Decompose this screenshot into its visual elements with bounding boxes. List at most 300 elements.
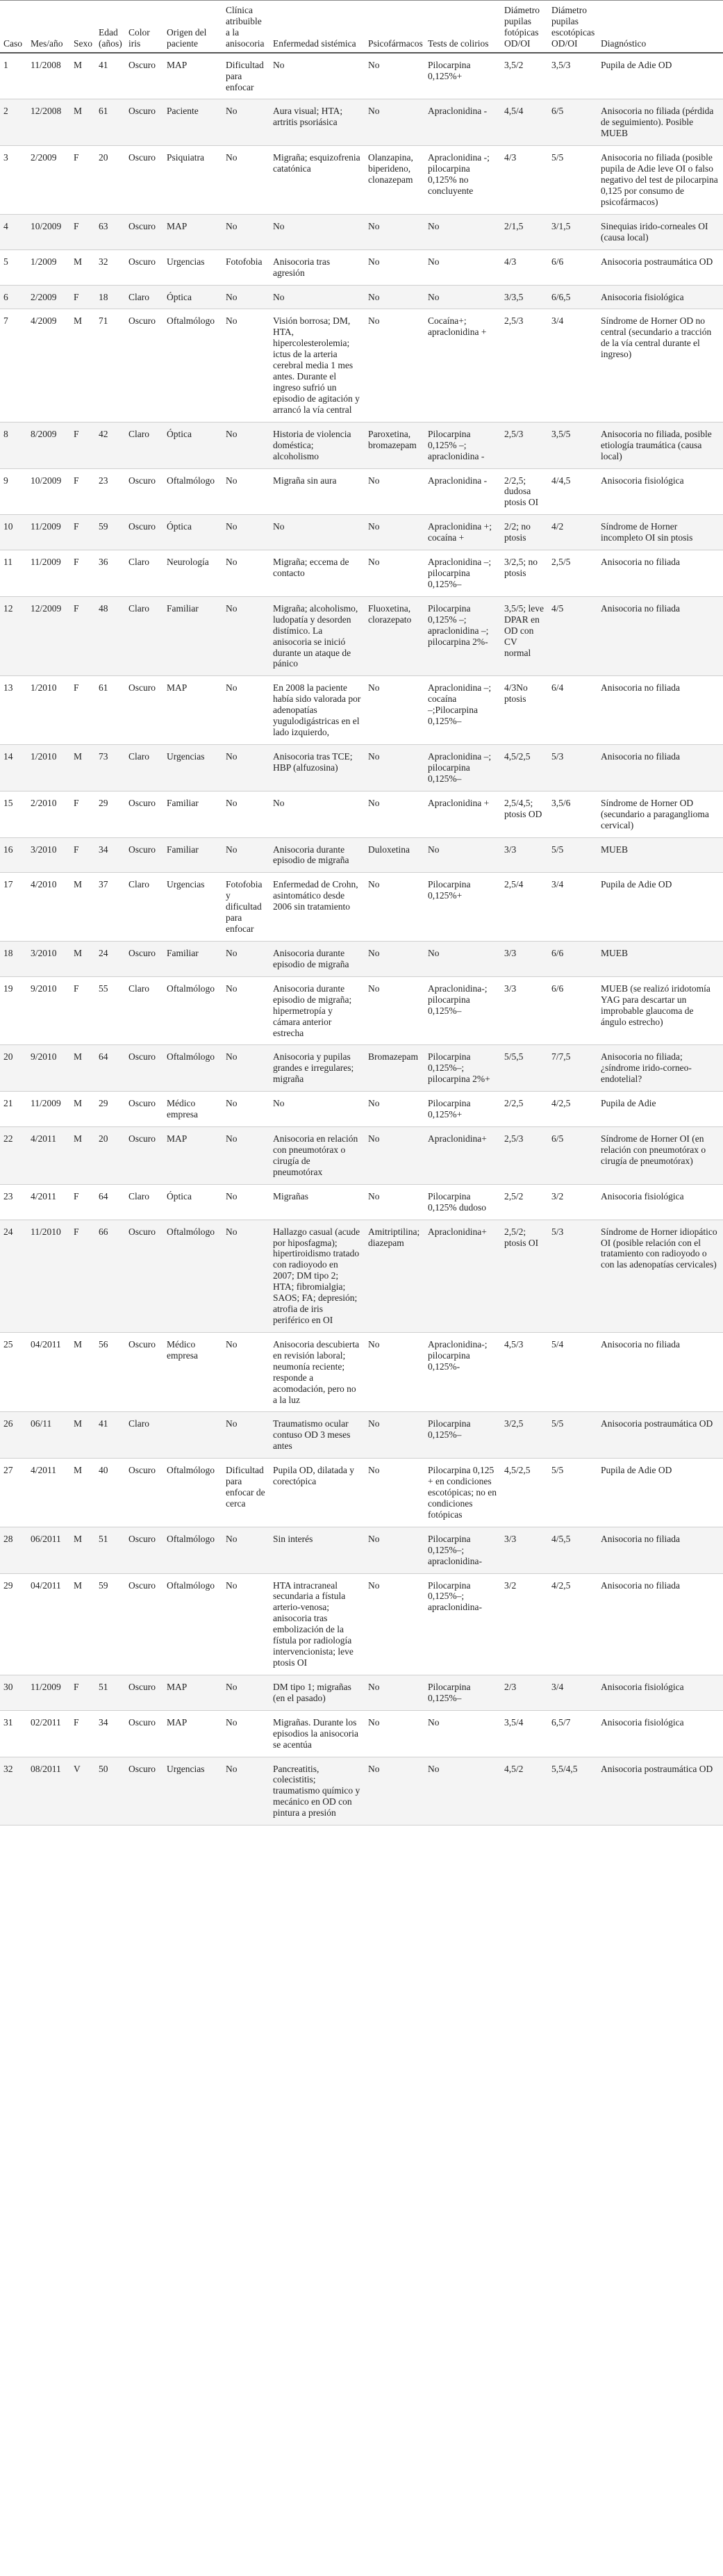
table-cell: 02/2011 [27,1710,70,1757]
table-cell: M [70,873,95,942]
table-cell: 15 [0,791,27,837]
table-cell: M [70,1412,95,1459]
table-cell: 2/2; no ptosis [501,515,548,550]
table-row [0,422,723,468]
table-cell: No [269,214,365,249]
table-cell: Pilocarpina 0,125%–; pilocarpina 2%+ [424,1045,501,1092]
column-header: Diámetro pupilas escotópicas OD/OI [548,1,597,53]
table-cell: M [70,53,95,99]
table-cell: 08/2011 [27,1757,70,1826]
table-cell: No [222,146,269,215]
table-cell: MUEB (se realizó iridotomía YAG para descartar un improbable glaucoma de ángulo estrecho) [597,976,723,1045]
table-cell: Oscuro [125,791,163,837]
table-cell: Oscuro [125,1127,163,1185]
table-cell: Síndrome de Horner OD (secundario a paraganglioma cervical) [597,791,723,837]
table-cell: 1/2010 [27,745,70,791]
column-header: Clínica atribuible a la anisocoria [222,1,269,53]
table-cell: Oscuro [125,837,163,873]
table-cell: 66 [95,1220,125,1332]
table-cell: MAP [163,1710,222,1757]
table-cell: 11/2008 [27,53,70,99]
table-cell: F [70,676,95,745]
table-cell: Oscuro [125,99,163,146]
table-cell: Migrañas [269,1184,365,1220]
table-cell: Pilocarpina 0,125% –; apraclonidina - [424,422,501,468]
table-cell: F [70,1220,95,1332]
table-cell: 11/2009 [27,1092,70,1127]
table-cell: Óptica [163,285,222,309]
table-cell: 3/2,5; no ptosis [501,550,548,597]
table-cell: 3/2,5 [501,1412,548,1459]
table-cell: Claro [125,285,163,309]
column-header: Psicofármacos [365,1,424,53]
table-cell: Urgencias [163,873,222,942]
table-cell: 2/3 [501,1675,548,1710]
table-cell: Migraña; alcoholismo, ludopatía y desorden distímico. La anisocoria se inició durante un ataque de pánico [269,596,365,676]
table-cell: 11/2010 [27,1220,70,1332]
table-cell: Amitriptilina; diazepam [365,1220,424,1332]
table-cell: Oscuro [125,53,163,99]
table-cell: 12 [0,596,27,676]
table-cell: Anisocoria tras agresión [269,249,365,285]
table-cell: Migraña; eccema de contacto [269,550,365,597]
table-cell: Oscuro [125,309,163,422]
table-cell: No [424,1710,501,1757]
table-cell: Pilocarpina 0,125%+ [424,53,501,99]
table-cell: 6/6 [548,976,597,1045]
table-cell: 3/1,5 [548,214,597,249]
table-cell: 1 [0,53,27,99]
table-row [0,1220,723,1332]
table-row [0,249,723,285]
table-cell: 4,5/2 [501,1757,548,1826]
table-cell: No [365,1573,424,1675]
column-header: Tests de colirios [424,1,501,53]
table-cell: Pilocarpina 0,125%– [424,1675,501,1710]
table-cell: 3/3 [501,1527,548,1573]
table-cell: M [70,745,95,791]
table-cell: 64 [95,1045,125,1092]
table-cell: 3,5/5 [548,422,597,468]
table-cell: No [222,285,269,309]
table-cell: No [222,942,269,977]
table-cell: M [70,99,95,146]
table-cell: Anisocoria no filiada, posible etiología traumática (causa local) [597,422,723,468]
table-cell: No [365,1459,424,1527]
table-cell: No [222,745,269,791]
table-cell: No [365,53,424,99]
table-cell: No [222,515,269,550]
table-cell: No [365,873,424,942]
table-cell: Claro [125,1184,163,1220]
table-cell: DM tipo 1; migrañas (en el pasado) [269,1675,365,1710]
table-cell: 1/2010 [27,676,70,745]
table-cell: F [70,422,95,468]
table-cell: 5/5 [548,837,597,873]
table-cell: 61 [95,99,125,146]
table-cell: 4,5/4 [501,99,548,146]
table-cell: 3,5/2 [501,53,548,99]
table-cell: M [70,942,95,977]
table-cell: 4/5,5 [548,1527,597,1573]
table-cell: No [365,942,424,977]
table-cell: 3/4 [548,873,597,942]
table-cell: 3/2 [548,1184,597,1220]
table-cell: En 2008 la paciente había sido valorada por adenopatías yugulodigástricas en el lado izquierdo, [269,676,365,745]
table-cell: Anisocoria no filiada [597,1573,723,1675]
table-cell: Oftalmólogo [163,1459,222,1527]
table-cell: M [70,249,95,285]
table-row [0,837,723,873]
column-header: Origen del paciente [163,1,222,53]
table-cell: 12/2008 [27,99,70,146]
table-cell: Oscuro [125,1459,163,1527]
table-row [0,1459,723,1527]
table-cell: 5/3 [548,1220,597,1332]
table-row [0,468,723,515]
column-header: Caso [0,1,27,53]
table-cell: 6/6 [548,249,597,285]
table-cell: 14 [0,745,27,791]
table-cell: 51 [95,1675,125,1710]
table-cell: Familiar [163,791,222,837]
table-cell: Apraclonidina-; pilocarpina 0,125%– [424,976,501,1045]
table-cell: 59 [95,515,125,550]
table-cell: 3,5/6 [548,791,597,837]
table-cell: 5/5 [548,146,597,215]
table-cell: No [222,1045,269,1092]
table-cell: Oscuro [125,1332,163,1412]
table-cell: No [424,249,501,285]
table-cell: F [70,214,95,249]
table-row [0,1527,723,1573]
table-cell: 2/2009 [27,146,70,215]
table-cell: F [70,1710,95,1757]
table-cell: 8/2009 [27,422,70,468]
table-cell: 41 [95,53,125,99]
table-cell: Óptica [163,422,222,468]
table-cell: Anisocoria durante episodio de migraña [269,942,365,977]
table-cell: Anisocoria y pupilas grandes e irregulares; migraña [269,1045,365,1092]
table-cell: M [70,1573,95,1675]
table-cell: 41 [95,1412,125,1459]
table-cell: Familiar [163,596,222,676]
table-cell: Apraclonidina - [424,99,501,146]
table-row [0,942,723,977]
column-header: Edad (años) [95,1,125,53]
table-cell: Urgencias [163,745,222,791]
table-cell: Oftalmólogo [163,1220,222,1332]
table-cell: 2,5/2 [501,1184,548,1220]
table-cell: HTA intracraneal secundaria a fístula arterio-venosa; anisocoria tras embolización de la fístula por radiología intervencionista; leve ptosis OI [269,1573,365,1675]
table-cell: 29 [0,1573,27,1675]
table-cell: No [269,53,365,99]
table-cell: 4/2011 [27,1127,70,1185]
table-cell: F [70,285,95,309]
table-cell [163,1412,222,1459]
table-cell: No [365,676,424,745]
table-cell: Urgencias [163,249,222,285]
table-cell: 6/5 [548,99,597,146]
table-cell: Síndrome de Horner idiopático OI (posible relación con el tratamiento con radioyodo o con las adenopatías cervicales) [597,1220,723,1332]
table-cell: No [222,99,269,146]
table-cell: MAP [163,1675,222,1710]
table-cell: MAP [163,53,222,99]
table-cell: No [365,1412,424,1459]
table-cell: Anisocoria no filiada (pérdida de seguimiento). Posible MUEB [597,99,723,146]
table-cell: 37 [95,873,125,942]
table-cell: Oscuro [125,1092,163,1127]
table-cell: 4/2009 [27,309,70,422]
table-cell: 3/4 [548,1675,597,1710]
table-cell: Pilocarpina 0,125% dudoso [424,1184,501,1220]
table-cell: Anisocoria no filiada [597,676,723,745]
column-header: Sexo [70,1,95,53]
table-cell: 3,5/5; leve DPAR en OD con CV normal [501,596,548,676]
table-cell: M [70,1459,95,1527]
table-cell: Duloxetina [365,837,424,873]
column-header: Diámetro pupilas fotópicas OD/OI [501,1,548,53]
table-cell: 2/2,5; dudosa ptosis OI [501,468,548,515]
table-cell: 2/2,5 [501,1092,548,1127]
table-row [0,1573,723,1675]
table-cell: 6 [0,285,27,309]
table-cell: 56 [95,1332,125,1412]
table-cell: No [424,214,501,249]
table-cell: Claro [125,422,163,468]
table-cell: 2,5/3 [501,309,548,422]
table-cell: Oftalmólogo [163,1573,222,1675]
table-cell: Oscuro [125,468,163,515]
table-cell: No [269,791,365,837]
table-cell: Anisocoria no filiada [597,1332,723,1412]
table-cell: No [365,214,424,249]
table-cell: MAP [163,214,222,249]
table-cell: Pilocarpina 0,125%– [424,1412,501,1459]
table-cell: No [365,550,424,597]
table-cell: Pilocarpina 0,125%+ [424,1092,501,1127]
table-cell: 31 [0,1710,27,1757]
table-cell: Apraclonidina+ [424,1127,501,1185]
table-cell: Oftalmólogo [163,976,222,1045]
table-cell: 24 [0,1220,27,1332]
table-cell: MUEB [597,942,723,977]
table-cell: 29 [95,791,125,837]
table-cell: Oscuro [125,676,163,745]
table-cell: No [365,791,424,837]
table-cell: F [70,1184,95,1220]
table-cell: 3/3 [501,976,548,1045]
table-cell: 11/2009 [27,515,70,550]
table-cell: Hallazgo casual (acude por hiposfagma); hipertiroidismo tratado con radioyodo en 2007; DM tipo 2; HTA; fibromialgia; SAOS; FA; depresión; atrofia de iris periférico en OI [269,1220,365,1332]
table-cell: Anisocoria postraumática OD [597,1757,723,1826]
table-cell: No [222,676,269,745]
table-cell: No [222,1412,269,1459]
table-cell: MUEB [597,837,723,873]
table-cell: Anisocoria no filiada [597,745,723,791]
table-cell: 59 [95,1573,125,1675]
table-cell: 32 [95,249,125,285]
table-cell: M [70,1527,95,1573]
table-cell: F [70,976,95,1045]
table-cell: F [70,550,95,597]
table-cell: 04/2011 [27,1332,70,1412]
table-cell: Oscuro [125,214,163,249]
table-cell: 6/6 [548,942,597,977]
table-cell: No [424,285,501,309]
table-cell: Síndrome de Horner OI (en relación con pneumotórax o cirugía de pneumotórax) [597,1127,723,1185]
table-cell: Apraclonidina –; cocaína –;Pilocarpina 0,125%– [424,676,501,745]
table-cell: V [70,1757,95,1826]
table-cell: 5/5,5 [501,1045,548,1092]
table-cell: 10/2009 [27,214,70,249]
table-cell: 2,5/5 [548,550,597,597]
table-cell: Oscuro [125,1573,163,1675]
table-cell: F [70,837,95,873]
table-cell: 4/4,5 [548,468,597,515]
table-cell: Apraclonidina+ [424,1220,501,1332]
table-cell: Claro [125,596,163,676]
table-cell: Visión borrosa; DM, HTA, hipercolesterolemia; ictus de la arteria cerebral media 1 mes antes. Durante el ingreso sufrió un episodio de agitación y arrancó la vía central [269,309,365,422]
table-cell: Oscuro [125,1527,163,1573]
table-row [0,53,723,99]
table-cell: No [365,515,424,550]
table-row [0,596,723,676]
table-cell: Paroxetina, bromazepam [365,422,424,468]
table-cell: Apraclonidina -; pilocarpina 0,125% no concluyente [424,146,501,215]
table-cell: Anisocoria en relación con pneumotórax o cirugía de pneumotórax [269,1127,365,1185]
table-cell: No [222,596,269,676]
table-cell: Migraña; esquizofrenia catatónica [269,146,365,215]
table-cell: 2,5/2; ptosis OI [501,1220,548,1332]
table-cell: No [365,1184,424,1220]
table-cell: 8 [0,422,27,468]
table-row [0,1092,723,1127]
table-cell: Anisocoria no filiada [597,596,723,676]
table-cell: Migrañas. Durante los episodios la anisocoria se acentúa [269,1710,365,1757]
table-cell: 25 [0,1332,27,1412]
table-cell: No [365,745,424,791]
table-row [0,146,723,215]
table-cell: 32 [0,1757,27,1826]
table-cell: Traumatismo ocular contuso OD 3 meses antes [269,1412,365,1459]
table-cell: Oscuro [125,942,163,977]
table-cell: 11/2009 [27,1675,70,1710]
table-cell: 19 [0,976,27,1045]
table-cell: Anisocoria fisiológica [597,1184,723,1220]
table-cell: 6/5 [548,1127,597,1185]
column-header: Enfermedad sistémica [269,1,365,53]
table-cell: No [222,1527,269,1573]
table-cell: 7/7,5 [548,1045,597,1092]
table-cell: No [222,837,269,873]
table-cell: 34 [95,1710,125,1757]
table-cell: Oscuro [125,1045,163,1092]
table-cell: No [365,249,424,285]
table-cell: Síndrome de Horner incompleto OI sin ptosis [597,515,723,550]
table-row [0,309,723,422]
table-cell: Pilocarpina 0,125% –; apraclonidina –; pilocarpina 2%- [424,596,501,676]
table-cell: Anisocoria fisiológica [597,1675,723,1710]
table-cell: Pupila de Adie OD [597,53,723,99]
table-cell: Pilocarpina 0,125%–; apraclonidina- [424,1527,501,1573]
table-cell: Médico empresa [163,1332,222,1412]
table-row [0,1332,723,1412]
table-cell: Migraña sin aura [269,468,365,515]
table-cell: Anisocoria descubierta en revisión laboral; neumonía reciente; responde a acomodación, pero no a la luz [269,1332,365,1412]
table-cell: Enfermedad de Crohn, asintomático desde 2006 sin tratamiento [269,873,365,942]
table-cell: F [70,596,95,676]
table-cell: Óptica [163,515,222,550]
table-cell: No [424,1757,501,1826]
table-cell: 23 [95,468,125,515]
table-cell: No [365,285,424,309]
table-cell: No [222,1184,269,1220]
table-cell: Historia de violencia doméstica; alcoholismo [269,422,365,468]
table-cell: 4/2,5 [548,1573,597,1675]
table-cell: 3/2 [501,1573,548,1675]
table-cell: 5/3 [548,745,597,791]
table-cell: 5 [0,249,27,285]
table-cell: 2,5/4,5; ptosis OD [501,791,548,837]
table-cell: 16 [0,837,27,873]
table-cell: 4/5 [548,596,597,676]
table-cell: 2,5/4 [501,873,548,942]
table-cell: 4/2,5 [548,1092,597,1127]
table-cell: F [70,146,95,215]
table-cell: M [70,309,95,422]
table-cell: Anisocoria postraumática OD [597,1412,723,1459]
table-cell: 13 [0,676,27,745]
table-cell: No [365,1757,424,1826]
table-cell: No [222,1092,269,1127]
table-cell: 17 [0,873,27,942]
table-cell: 23 [0,1184,27,1220]
table-cell: Fotofobia y dificultad para enfocar [222,873,269,942]
table-cell: 22 [0,1127,27,1185]
table-cell: Claro [125,550,163,597]
table-cell: 4/3 [501,249,548,285]
table-cell: Oscuro [125,1757,163,1826]
table-row [0,1710,723,1757]
table-cell: Anisocoria durante episodio de migraña; hipermetropía y cámara anterior estrecha [269,976,365,1045]
table-row [0,676,723,745]
table-cell: M [70,1332,95,1412]
table-cell: 20 [95,1127,125,1185]
table-cell: 40 [95,1459,125,1527]
table-cell: Anisocoria durante episodio de migraña [269,837,365,873]
table-cell: 21 [0,1092,27,1127]
table-cell: 34 [95,837,125,873]
table-cell: M [70,1127,95,1185]
table-cell: No [424,837,501,873]
table-cell: 12/2009 [27,596,70,676]
table-cell: 26 [0,1412,27,1459]
table-cell: Dificultad para enfocar [222,53,269,99]
table-cell: 6/6,5 [548,285,597,309]
table-cell: No [269,1092,365,1127]
table-cell: 36 [95,550,125,597]
table-cell: Oftalmólogo [163,309,222,422]
table-row [0,745,723,791]
table-cell: 64 [95,1184,125,1220]
table-cell: 2,5/3 [501,1127,548,1185]
table-cell: No [222,422,269,468]
table-cell: Claro [125,873,163,942]
table-cell: F [70,468,95,515]
table-cell: 28 [0,1527,27,1573]
table-cell: No [222,976,269,1045]
